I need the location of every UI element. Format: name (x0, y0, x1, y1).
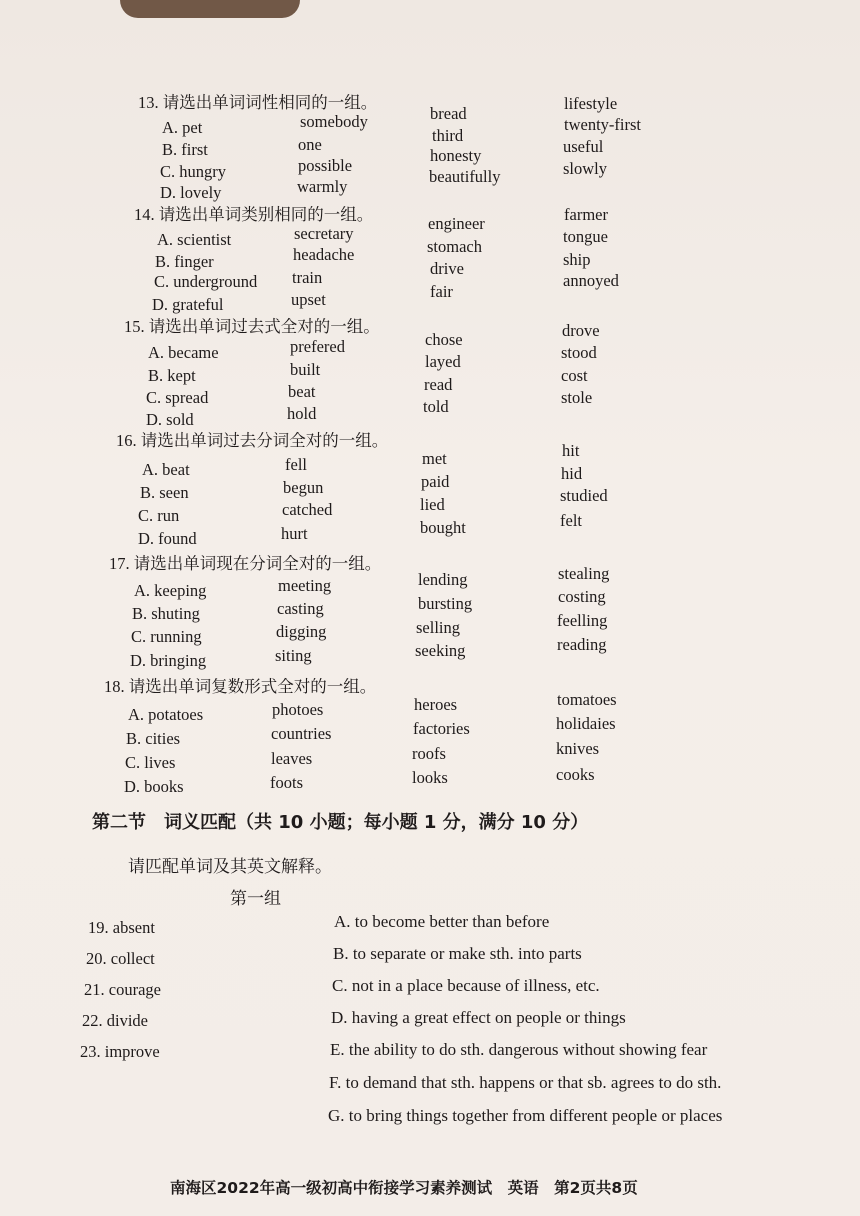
section-instruction: 请匹配单词及其英文解释。 (128, 857, 332, 877)
q13-d-word2: warmly (297, 177, 348, 196)
q16-option-b: B. seen (140, 483, 189, 502)
q14-d-word2: upset (291, 290, 326, 309)
q16-c-word2: catched (282, 500, 333, 519)
question-14-title: 14. 请选出单词类别相同的一组。 (134, 205, 374, 224)
match-word-23: 23. improve (80, 1042, 160, 1061)
q15-option-c: C. spread (146, 388, 209, 407)
q18-option-b: B. cities (126, 729, 181, 748)
q18-d-word2: foots (270, 773, 303, 792)
q14-a-word4: farmer (564, 205, 608, 224)
definition-a: A. to become better than before (334, 912, 550, 931)
q16-c-word3: lied (420, 495, 445, 514)
q16-a-word3: met (422, 449, 447, 468)
q13-b-word2: one (298, 135, 322, 154)
q14-c-word3: drive (430, 259, 464, 278)
question-16-title: 16. 请选出单词过去分词全对的一组。 (116, 431, 389, 450)
q18-option-c: C. lives (125, 753, 176, 772)
q13-c-word4: useful (563, 137, 604, 156)
group-title: 第一组 (230, 889, 281, 909)
q16-b-word2: begun (283, 478, 324, 497)
q18-b-word4: holidaies (556, 714, 616, 733)
q15-option-b: B. kept (148, 366, 196, 385)
q17-option-c: C. running (131, 627, 202, 646)
q16-d-word3: bought (420, 518, 466, 537)
q15-d-word4: stole (561, 388, 593, 407)
q13-a-word4: lifestyle (564, 94, 618, 113)
q15-a-word3: chose (425, 330, 463, 349)
q18-a-word4: tomatoes (557, 690, 617, 709)
q15-c-word2: beat (288, 382, 316, 401)
definition-e: E. the ability to do sth. dangerous without showing fear (330, 1040, 708, 1059)
q14-a-word2: secretary (294, 224, 354, 243)
question-15-title: 15. 请选出单词过去式全对的一组。 (124, 317, 380, 336)
question-13-title: 13. 请选出单词词性相同的一组。 (138, 93, 378, 112)
section-title: 第二节 词义匹配（共 10 小题；每小题 1 分，满分 10 分） (92, 812, 589, 833)
q14-b-word3: stomach (427, 237, 482, 256)
q14-c-word4: ship (563, 250, 591, 269)
question-17-title: 17. 请选出单词现在分词全对的一组。 (109, 554, 382, 573)
q17-c-word2: digging (276, 622, 327, 641)
q16-a-word2: fell (285, 455, 307, 474)
q18-c-word4: knives (556, 739, 600, 758)
q14-d-word4: annoyed (563, 271, 619, 290)
q13-c-word3: honesty (430, 146, 482, 165)
q13-option-c: C. hungry (160, 162, 226, 181)
q18-a-word3: heroes (414, 695, 458, 714)
q13-b-word4: twenty-first (564, 115, 641, 134)
definition-d: D. having a great effect on people or things (331, 1008, 626, 1027)
q18-b-word2: countries (271, 724, 332, 743)
match-word-19: 19. absent (88, 918, 155, 937)
q17-a-word4: stealing (558, 564, 610, 583)
q16-c-word4: studied (560, 486, 608, 505)
q15-option-d: D. sold (146, 410, 194, 429)
q17-c-word3: selling (416, 618, 460, 637)
definition-b: B. to separate or make sth. into parts (333, 944, 582, 963)
q17-option-b: B. shuting (132, 604, 200, 623)
q17-b-word3: bursting (418, 594, 473, 613)
q17-b-word2: casting (277, 599, 324, 618)
definition-f: F. to demand that sth. happens or that sb. agrees to do sth. (329, 1073, 722, 1092)
q15-a-word4: drove (562, 321, 600, 340)
q18-option-d: D. books (124, 777, 184, 796)
q14-c-word2: train (292, 268, 323, 287)
q17-a-word3: lending (418, 570, 468, 589)
page-edge-shadow (120, 0, 300, 18)
page-footer: 南海区2022年高一级初高中衔接学习素养测试 英语 第2页共8页 (170, 1179, 638, 1197)
q15-b-word2: built (290, 360, 321, 379)
q15-c-word3: read (424, 375, 453, 394)
q16-option-a: A. beat (142, 460, 190, 479)
q13-option-a: A. pet (162, 118, 203, 137)
q15-a-word2: prefered (290, 337, 345, 356)
q18-c-word3: roofs (412, 744, 446, 763)
q15-b-word3: layed (425, 352, 461, 371)
q18-d-word3: looks (412, 768, 448, 787)
q16-option-c: C. run (138, 506, 180, 525)
definition-g: G. to bring things together from different people or places (328, 1106, 723, 1125)
q13-d-word4: slowly (563, 159, 608, 178)
question-18-title: 18. 请选出单词复数形式全对的一组。 (104, 677, 377, 696)
q16-b-word4: hid (561, 464, 583, 483)
q15-c-word4: cost (561, 366, 588, 385)
q13-a-word2: somebody (300, 112, 368, 131)
match-word-21: 21. courage (84, 980, 161, 999)
q14-b-word2: headache (293, 245, 355, 264)
q18-option-a: A. potatoes (128, 705, 204, 724)
q15-d-word3: told (423, 397, 449, 416)
q15-b-word4: stood (561, 343, 597, 362)
q17-d-word2: siting (275, 646, 312, 665)
q14-option-b: B. finger (155, 252, 214, 271)
q17-option-d: D. bringing (130, 651, 207, 670)
q13-option-d: D. lovely (160, 183, 222, 202)
q14-option-a: A. scientist (157, 230, 232, 249)
match-word-20: 20. collect (86, 949, 155, 968)
q14-b-word4: tongue (563, 227, 608, 246)
q15-option-a: A. became (148, 343, 219, 362)
q18-c-word2: leaves (271, 749, 313, 768)
q13-a-word3: bread (430, 104, 467, 123)
match-word-22: 22. divide (82, 1011, 148, 1030)
q17-b-word4: costing (558, 587, 606, 606)
q18-b-word3: factories (413, 719, 470, 738)
q17-d-word3: seeking (415, 641, 466, 660)
q17-a-word2: meeting (278, 576, 332, 595)
definition-c: C. not in a place because of illness, etc. (332, 976, 600, 995)
q16-d-word4: felt (560, 511, 582, 530)
q18-a-word2: photoes (272, 700, 324, 719)
q16-d-word2: hurt (281, 524, 308, 543)
q13-d-word3: beautifully (429, 167, 501, 186)
q17-d-word4: reading (557, 635, 607, 654)
q14-option-d: D. grateful (152, 295, 224, 314)
q18-d-word4: cooks (556, 765, 595, 784)
q17-option-a: A. keeping (134, 581, 207, 600)
q13-option-b: B. first (162, 140, 208, 159)
q17-c-word4: feelling (557, 611, 608, 630)
q14-a-word3: engineer (428, 214, 485, 233)
q16-a-word4: hit (562, 441, 580, 460)
q13-c-word2: possible (298, 156, 353, 175)
q14-d-word3: fair (430, 282, 453, 301)
q15-d-word2: hold (287, 404, 317, 423)
q14-option-c: C. underground (154, 272, 258, 291)
q16-b-word3: paid (421, 472, 450, 491)
q16-option-d: D. found (138, 529, 197, 548)
q13-b-word3: third (432, 126, 464, 145)
